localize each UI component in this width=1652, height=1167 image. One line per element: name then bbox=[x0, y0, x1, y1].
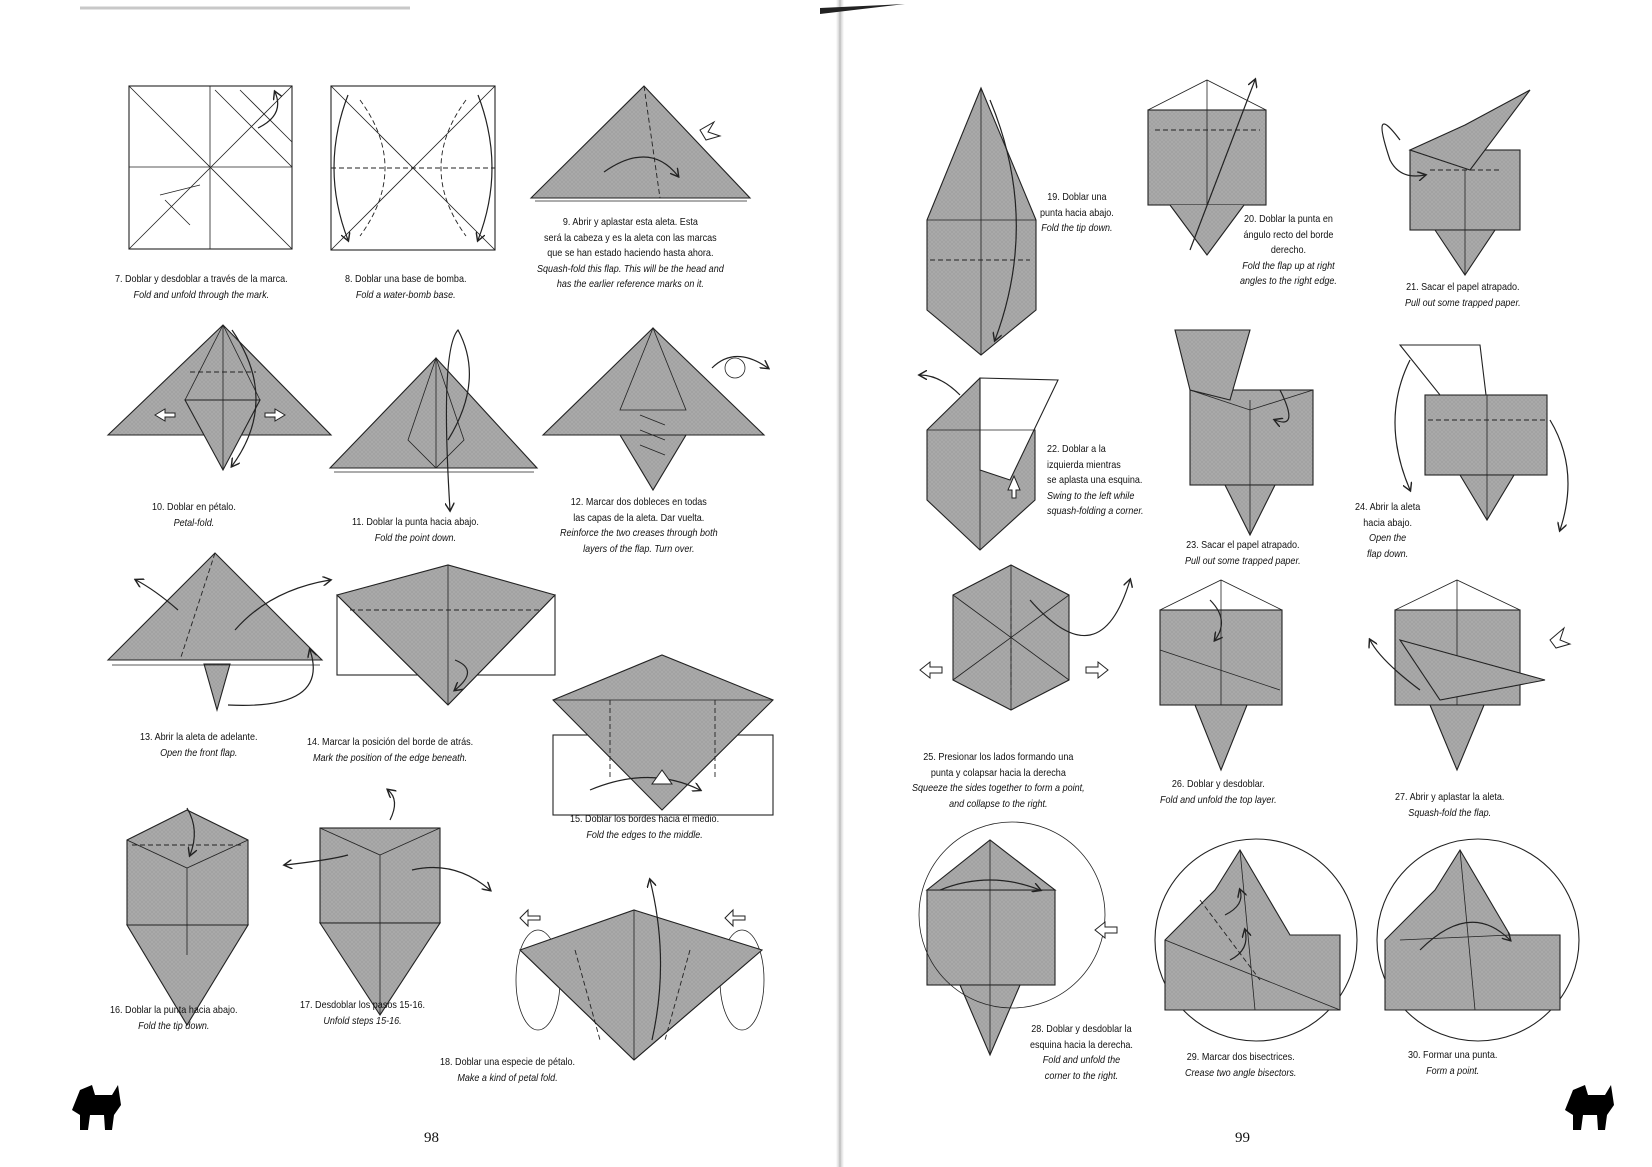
diagram-step-27 bbox=[1370, 580, 1570, 770]
page-number-right: 99 bbox=[1235, 1130, 1250, 1146]
caption-step-10: 10. Doblar en pétalo. Petal-fold. bbox=[152, 501, 236, 529]
diagram-step-15 bbox=[553, 655, 773, 815]
dog-logo-icon-right bbox=[1565, 1085, 1614, 1130]
page-corner-mark bbox=[820, 4, 905, 14]
caption-step-28: 28. Doblar y desdoblar la esquina hacia la derecha. Fold and unfold the corner to the right. bbox=[1030, 1023, 1133, 1082]
caption-step-24: 24. Abrir la aleta hacia abajo. Open the flap down. bbox=[1355, 501, 1421, 560]
diagram-step-16 bbox=[127, 808, 248, 1025]
caption-step-19: 19. Doblar una punta hacia abajo. Fold the tip down. bbox=[1040, 191, 1114, 234]
diagram-step-21 bbox=[1382, 90, 1530, 275]
caption-step-8: 8. Doblar una base de bomba. Fold a water-bomb base. bbox=[345, 273, 467, 301]
caption-step-26: 26. Doblar y desdoblar. Fold and unfold the top layer. bbox=[1160, 778, 1277, 806]
caption-step-27: 27. Abrir y aplastar la aleta. Squash-fold the flap. bbox=[1395, 791, 1505, 819]
diagram-step-29 bbox=[1155, 839, 1357, 1041]
caption-step-21: 21. Sacar el papel atrapado. Pull out some trapped paper. bbox=[1405, 281, 1521, 309]
diagram-step-13 bbox=[108, 553, 330, 710]
caption-step-18: 18. Doblar una especie de pétalo. Make a kind of petal fold. bbox=[440, 1056, 576, 1084]
diagram-step-24 bbox=[1395, 345, 1568, 530]
diagram-step-25 bbox=[920, 565, 1130, 710]
diagram-step-19 bbox=[927, 88, 1036, 355]
caption-step-14: 14. Marcar la posición del borde de atrás. Mark the position of the edge beneath. bbox=[307, 736, 474, 764]
caption-step-25: 25. Presionar los lados formando una punta y colapsar hacia la derecha Squeeze the sides together to form a point, and collapse to the right. bbox=[912, 751, 1085, 810]
caption-step-9: 9. Abrir y aplastar esta aleta. Esta será la cabeza y es la aleta con las marcas que se han estado haciendo hasta ahora. Squash-fold this flap. This will be the head and has the earlier reference marks on it. bbox=[537, 216, 724, 290]
caption-step-12: 12. Marcar dos dobleces en todas las capas de la aleta. Dar vuelta. Reinforce the two creases through both layers of the flap. Turn over. bbox=[560, 496, 718, 555]
diagram-step-28 bbox=[919, 822, 1117, 1055]
diagram-step-18 bbox=[516, 880, 764, 1060]
diagram-step-12 bbox=[543, 328, 768, 490]
caption-step-15: 15. Doblar los bordes hacia el medio. Fold the edges to the middle. bbox=[570, 813, 720, 841]
caption-step-7: 7. Doblar y desdoblar a través de la marca. Fold and unfold through the mark. bbox=[115, 273, 288, 301]
diagram-step-22 bbox=[920, 375, 1058, 550]
caption-step-22: 22. Doblar a la izquierda mientras se aplasta una esquina. Swing to the left while squash-folding a corner. bbox=[1047, 443, 1144, 517]
diagram-step-8 bbox=[331, 86, 495, 250]
caption-step-11: 11. Doblar la punta hacia abajo. Fold the point down. bbox=[352, 516, 479, 544]
page-number-left: 98 bbox=[424, 1130, 439, 1146]
diagram-step-17 bbox=[285, 790, 490, 1015]
caption-step-13: 13. Abrir la aleta de adelante. Open the front flap. bbox=[140, 731, 258, 759]
diagram-step-10 bbox=[108, 325, 331, 470]
diagram-step-7 bbox=[129, 86, 292, 249]
diagram-step-23 bbox=[1175, 330, 1313, 535]
caption-step-17: 17. Desdoblar los pasos 15-16. Unfold steps 15-16. bbox=[300, 999, 425, 1027]
diagram-step-9 bbox=[531, 86, 750, 201]
diagram-step-26 bbox=[1160, 580, 1282, 770]
caption-step-23: 23. Sacar el papel atrapado. Pull out some trapped paper. bbox=[1185, 539, 1301, 567]
diagram-step-14 bbox=[337, 565, 555, 705]
diagram-step-30 bbox=[1377, 839, 1579, 1041]
dog-logo-icon bbox=[72, 1085, 121, 1130]
diagram-step-11 bbox=[330, 330, 537, 510]
caption-step-30: 30. Formar una punta. Form a point. bbox=[1408, 1049, 1498, 1077]
caption-step-29: 29. Marcar dos bisectrices. Crease two angle bisectors. bbox=[1185, 1051, 1297, 1079]
caption-step-20: 20. Doblar la punta en ángulo recto del borde derecho. Fold the flap up at right angles to the right edge. bbox=[1240, 213, 1337, 287]
caption-step-16: 16. Doblar la punta hacia abajo. Fold the tip down. bbox=[110, 1004, 238, 1032]
